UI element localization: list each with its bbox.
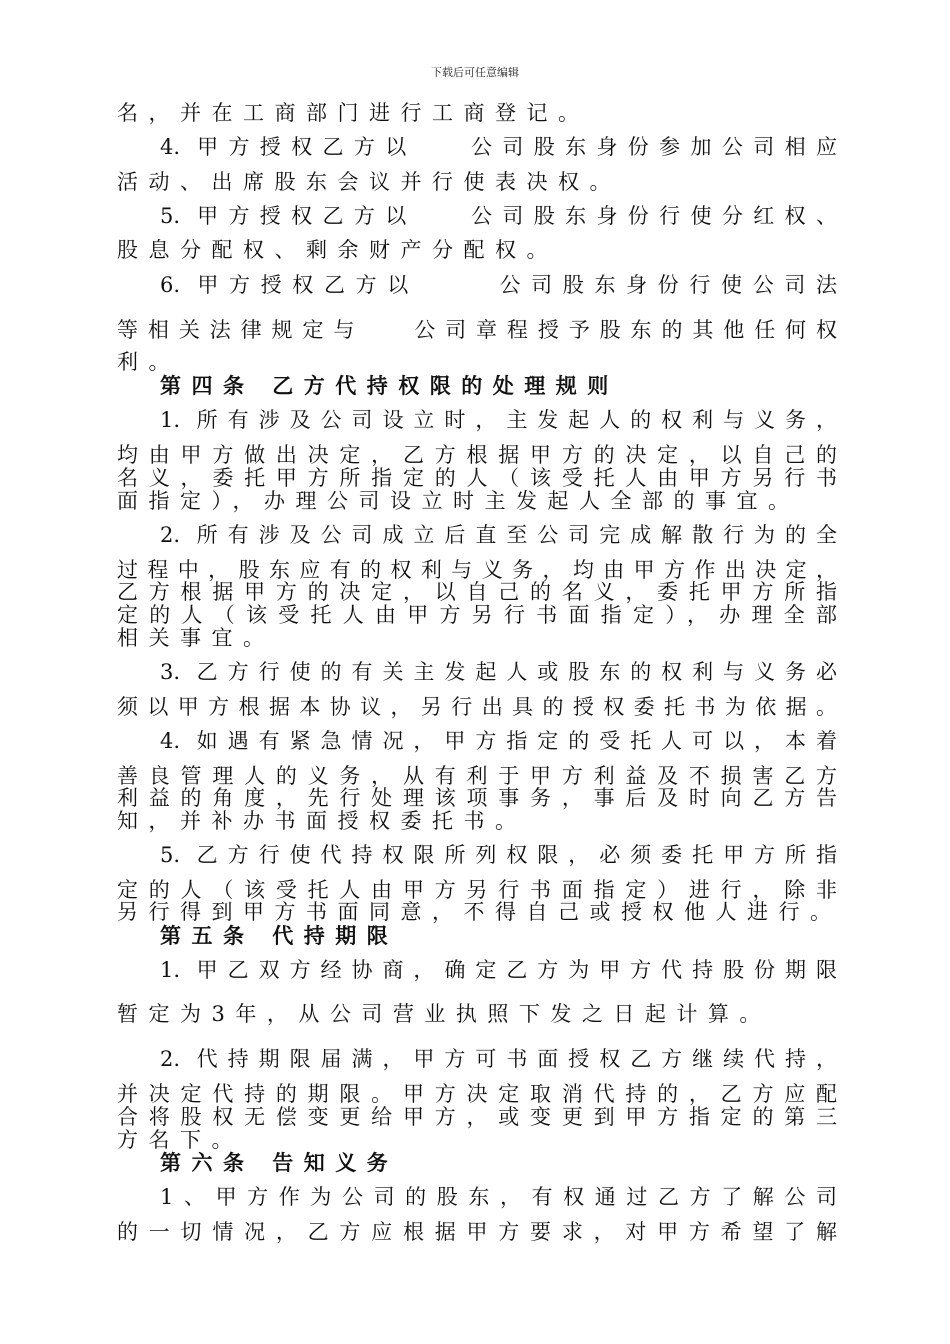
text-line: 1、甲方作为公司的股东，有权通过乙方了解公司 [160,1185,837,1209]
text-line: 5. 乙方行使代持权限所列权限，必须委托甲方所指 [160,843,837,867]
text-segment: 公司股东身份行使公司法 [488,273,837,297]
text-line: 方名下。 [117,1128,243,1152]
text-line: 利。 [117,350,180,374]
section-heading: 第四条 乙方代持权限的处理规则 [160,373,619,398]
text-line: 定的人（该受托人由甲方另行书面指定），办理全部 [117,603,837,627]
text-line: 须以甲方根据本协议，另行出具的授权委托书为依据。 [117,695,837,719]
text-line: 利益的角度，先行处理该项事务，事后及时向乙方告 [117,786,837,810]
text-segment: 4. 甲方授权乙方以 [160,135,417,159]
text-line: 的一切情况，乙方应根据甲方要求，对甲方希望了解 [117,1220,837,1244]
text-line: 2. 所有涉及公司成立后直至公司完成解散行为的全 [160,523,837,547]
text-line: 合将股权无偿变更给甲方，或变更到甲方指定的第三 [117,1105,837,1129]
text-line: 2. 代持期限届满，甲方可书面授权乙方继续代持， [160,1047,837,1071]
text-line [160,273,837,297]
text-line: 并决定代持的期限。甲方决定取消代持的，乙方应配 [117,1082,837,1106]
text-line: 3. 乙方行使的有关主发起人或股东的权利与义务必 [160,660,837,684]
text-line: 1. 所有涉及公司设立时，主发起人的权利与义务， [160,408,837,432]
text-line: 相关事宜。 [117,626,275,650]
text-line: 知，并补办书面授权委托书。 [117,809,527,833]
text-line: 乙方根据甲方的决定，以自己的名义，委托甲方所指 [117,580,837,604]
text-line: 4. 如遇有紧急情况，甲方指定的受托人可以，本着 [160,729,837,753]
text-line: 定的人（该受托人由甲方另行书面指定）进行，除非 [117,878,837,902]
text-line [160,204,837,228]
text-line: 过程中，股东应有的权利与义务，均由甲方作出决定， [117,558,837,582]
text-line: 名，并在工商部门进行工商登记。 [117,101,590,125]
text-segment: 5. 甲方授权乙方以 [160,204,417,228]
text-line: 名义，委托甲方所指定的人（该受托人由甲方另行书 [117,466,837,490]
text-segment: 公司股东身份参加公司相应 [460,135,837,159]
text-line [160,135,837,159]
text-line: 股息分配权、剩余财产分配权。 [117,238,558,262]
text-line: 面指定），办理公司设立时主发起人全部的事宜。 [117,489,800,513]
text-line: 均由甲方做出决定，乙方根据甲方的决定，以自己的 [117,443,837,467]
text-segment: 公司股东身份行使分红权、 [460,204,837,228]
text-line [117,318,837,342]
text-line: 善良管理人的义务，从有利于甲方利益及不损害乙方 [117,764,837,788]
text-line: 另行得到甲方书面同意，不得自己或授权他人进行。 [117,900,842,924]
section-heading: 第五条 代持期限 [160,923,399,948]
text-segment: 公司章程授予股东的其他任何权 [404,318,838,342]
text-line: 暂定为3年，从公司营业执照下发之日起计算。 [117,1002,771,1026]
text-segment: 等相关法律规定与 [117,318,365,342]
text-line: 活动、出席股东会议并行使表决权。 [117,170,621,194]
text-segment: 6. 甲方授权乙方以 [160,273,419,297]
page-header: 下载后可任意编辑 [431,66,519,79]
section-heading: 第六条 告知义务 [160,1150,399,1175]
text-line: 1. 甲乙双方经协商，确定乙方为甲方代持股份期限 [160,958,837,982]
